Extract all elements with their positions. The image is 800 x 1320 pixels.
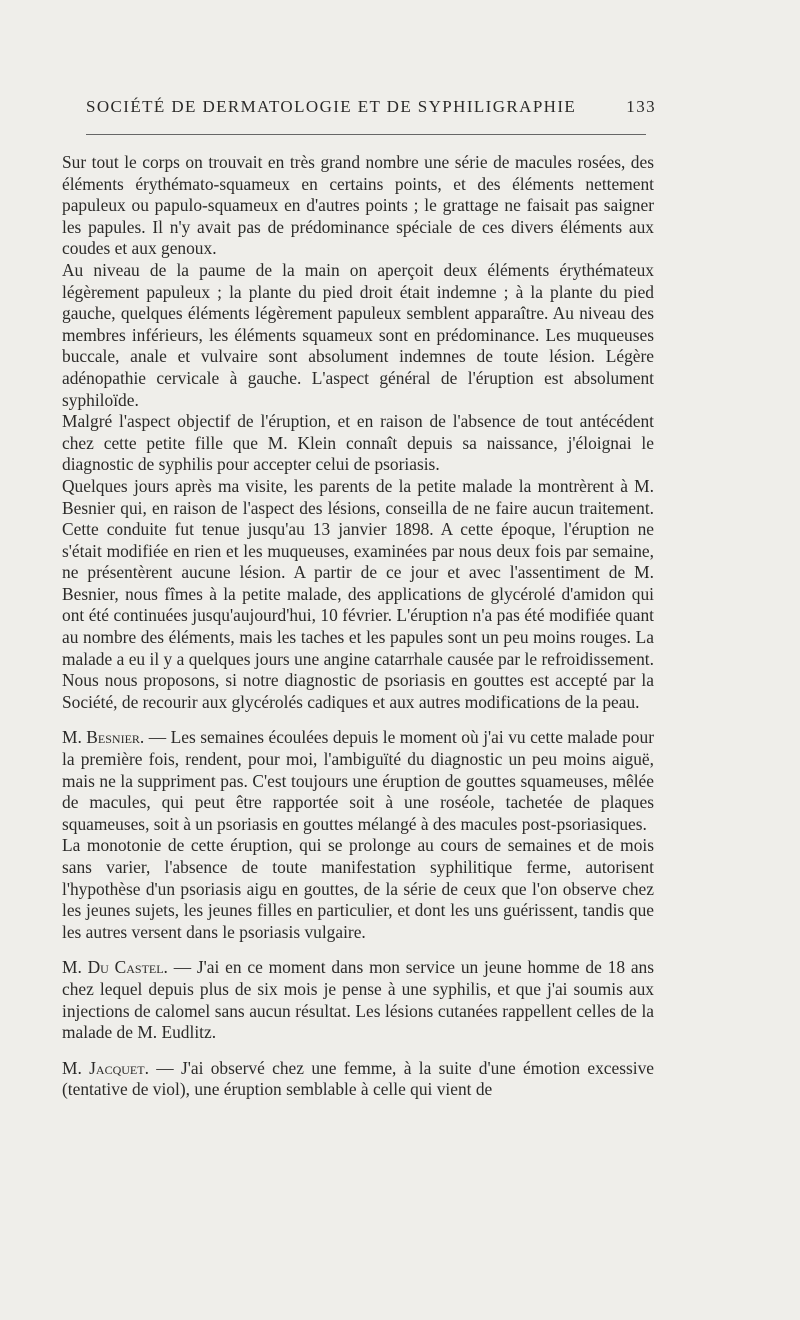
paragraph: La monotonie de cette éruption, qui se prolonge au cours de semaines et de mois sans varier, l'absence de toute manifestation syphilitique ferme, autorisent l'hypothèse d'un psoriasis aigu en gouttes, de la série de ceux que l'on observe chez les jeunes sujets, les jeunes filles en particulier, et dont les uns guérissent, tandis que les autres versent dans le psoriasis vulgaire. xyxy=(62,835,654,942)
running-header xyxy=(86,97,656,117)
speaker-paragraph xyxy=(62,727,654,835)
paragraph: Quelques jours après ma visite, les parents de la petite malade la montrèrent à M. Besnier qui, en raison de l'aspect des lésions, conseilla de ne faire aucun traitement. Cette conduite fut tenue jusqu'au 13 janvier 1898. A cette époque, l'éruption ne s'était modifiée en rien et les muqueuses, examinées par nous deux fois par semaine, ne présentèrent aucune lésion. A partir de ce jour et avec l'assentiment de M. Besnier, nous fîmes à la petite malade, des applications de glycérolé d'amidon qui ont été continuées jusqu'aujourd'hui, 10 février. L'éruption n'a pas été modifiée quant au nombre des éléments, mais les taches et les papules sont un peu moins rouges. La malade a eu il y a quelques jours une angine catarrhale causée par le refroidissement. Nous nous proposons, si notre diagnostic de psoriasis en gouttes est accepté par la Société, de recourir aux glycérolés cadiques et aux autres modifications de la peau. xyxy=(62,475,654,712)
speaker-name: M. Jacquet. xyxy=(62,1057,149,1078)
page-number: 133 xyxy=(626,97,656,116)
paragraph: Malgré l'aspect objectif de l'éruption, et en raison de l'absence de tout antécédent chez cette petite fille que M. Klein connaît depuis sa naissance, j'éloignai le diagnostic de syphilis pour accepter celui de psoriasis. xyxy=(62,411,654,475)
running-title: SOCIÉTÉ DE DERMATOLOGIE ET DE SYPHILIGRAPHIE xyxy=(86,97,577,116)
speaker-text: — Les semaines écoulées depuis le moment où j'ai vu cette malade pour la première fois, rendent, pour moi, l'ambiguïté du diagnostic un peu moins aiguë, mais ne la suppriment pas. C'est toujours une éruption de gouttes squameuses, mêlée de macules, qui peut être rapportée soit à une roséole, tachetée de plaques squameuses, soit à un psoriasis en gouttes mélangé à des macules post-psoriasiques. xyxy=(62,727,654,834)
paragraph: Sur tout le corps on trouvait en très grand nombre une série de macules rosées, des éléments érythémato-squameux en certains points, et des éléments nettement papuleux ou papulo-squameux en d'autres points ; le grattage ne faisait pas saigner les papules. Il n'y avait pas de prédominance spéciale de ces divers éléments aux coudes et aux genoux. xyxy=(62,152,654,259)
speaker-paragraph xyxy=(62,1058,654,1101)
speaker-name: M. Du Castel. xyxy=(62,957,168,978)
speaker-text: — J'ai observé chez une femme, à la suite d'une émotion excessive (tentative de viol), une éruption semblable à celle qui vient de xyxy=(62,1057,655,1100)
page-body xyxy=(62,152,654,1101)
header-rule xyxy=(86,134,646,135)
speaker-name: M. Besnier. xyxy=(62,727,145,748)
speaker-text: — J'ai en ce moment dans mon service un jeune homme de 18 ans chez lequel depuis plus de six mois je pense à une syphilis, et que j'ai soumis aux injections de calomel sans aucun résultat. Les lésions cutanées rappellent celles de la malade de M. Eudlitz. xyxy=(62,957,655,1043)
paragraph: Au niveau de la paume de la main on aperçoit deux éléments érythémateux légèrement papuleux ; la plante du pied droit était indemne ; à la plante du pied gauche, quelques éléments légèrement papuleux semblent apparaître. Au niveau des membres inférieurs, les éléments squameux sont en prédominance. Les muqueuses buccale, anale et vulvaire sont absolument indemnes de toute lésion. Légère adénopathie cervicale à gauche. L'aspect général de l'éruption est absolument syphiloïde. xyxy=(62,259,654,410)
speaker-paragraph xyxy=(62,957,654,1043)
